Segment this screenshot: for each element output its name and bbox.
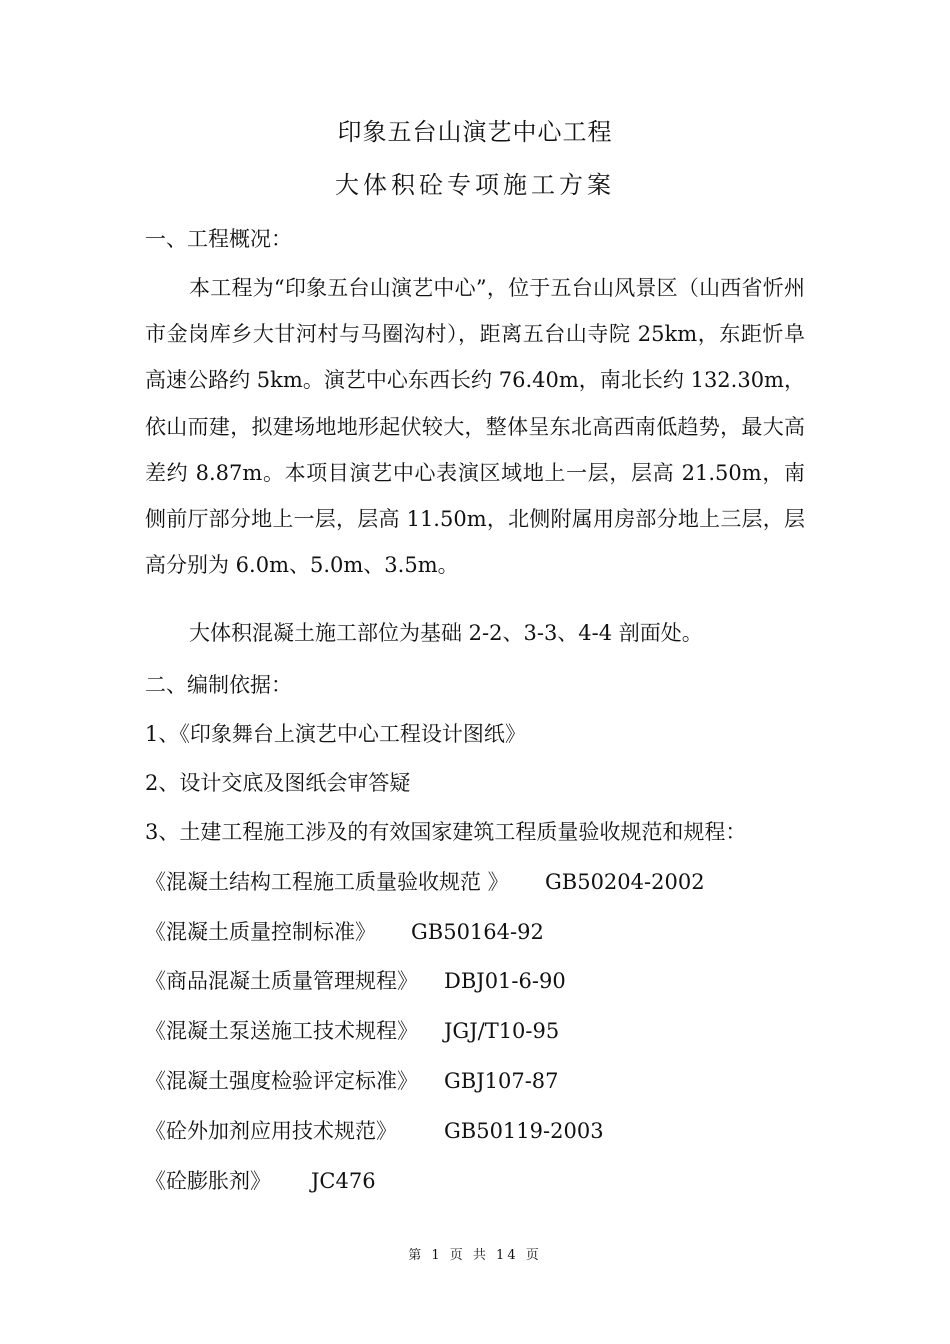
standard-row <box>145 1118 604 1144</box>
standard-row <box>145 1168 376 1194</box>
document-title-line2: 大体积砼专项施工方案 <box>335 171 615 199</box>
mass-concrete-location-paragraph: 大体积混凝土施工部位为基础 2-2、3-3、4-4 剖面处。 <box>189 621 703 645</box>
standard-row <box>145 919 544 945</box>
standard-name: 《砼膨胀剂》 <box>145 1169 271 1193</box>
standard-code: JC476 <box>311 1169 376 1193</box>
standard-code: GB50204-2002 <box>545 870 705 894</box>
section-heading-overview: 一、工程概况： <box>145 227 292 251</box>
basis-item-2: 2、设计交底及图纸会审答疑 <box>145 771 411 795</box>
standard-row <box>145 1018 560 1044</box>
basis-item-1: 1、《印象舞台上演艺中心工程设计图纸》 <box>145 722 526 746</box>
standard-name: 《砼外加剂应用技术规范》 <box>145 1119 397 1143</box>
standard-code: DBJ01-6-90 <box>444 969 566 993</box>
standard-name: 《商品混凝土质量管理规程》 <box>145 969 418 993</box>
standard-code: GB50164-92 <box>411 920 544 944</box>
standard-code: GB50119-2003 <box>444 1119 604 1143</box>
standard-code: GBJ107-87 <box>444 1069 559 1093</box>
section-heading-basis: 二、编制依据： <box>145 673 292 697</box>
standard-row <box>145 968 566 994</box>
standard-name: 《混凝土质量控制标准》 <box>145 920 376 944</box>
standard-row <box>145 1068 559 1094</box>
overview-paragraph: 本工程为“印象五台山演艺中心”，位于五台山风景区（山西省忻州市金岗库乡大甘河村与马圈沟村），距离五台山寺院 25km，东距忻阜高速公路约 5km。演艺中心东西长约 76.40m，南北长约 132.30m，依山而建，拟建场地地形起伏较大，整体呈东北高西南低趋势，最大高差约 8.87m。本项目演艺中心表演区域地上一层，层高 21.50m，南侧前厅部分地上一层，层高 11.50m，北侧附属用房部分地上三层，层高分别为 6.0m、5.0m、3.5m。 <box>145 276 805 578</box>
document-title-line1: 印象五台山演艺中心工程 <box>337 118 613 146</box>
page-number-footer: 第 1 页 共 14 页 <box>408 1248 542 1263</box>
basis-item-3: 3、土建工程施工涉及的有效国家建筑工程质量验收规范和规程： <box>145 820 747 844</box>
standard-row <box>145 869 705 895</box>
standard-name: 《混凝土泵送施工技术规程》 <box>145 1019 418 1043</box>
standard-name: 《混凝土结构工程施工质量验收规范 》 <box>145 870 509 894</box>
standard-code: JGJ/T10-95 <box>444 1019 560 1043</box>
standard-name: 《混凝土强度检验评定标准》 <box>145 1069 418 1093</box>
